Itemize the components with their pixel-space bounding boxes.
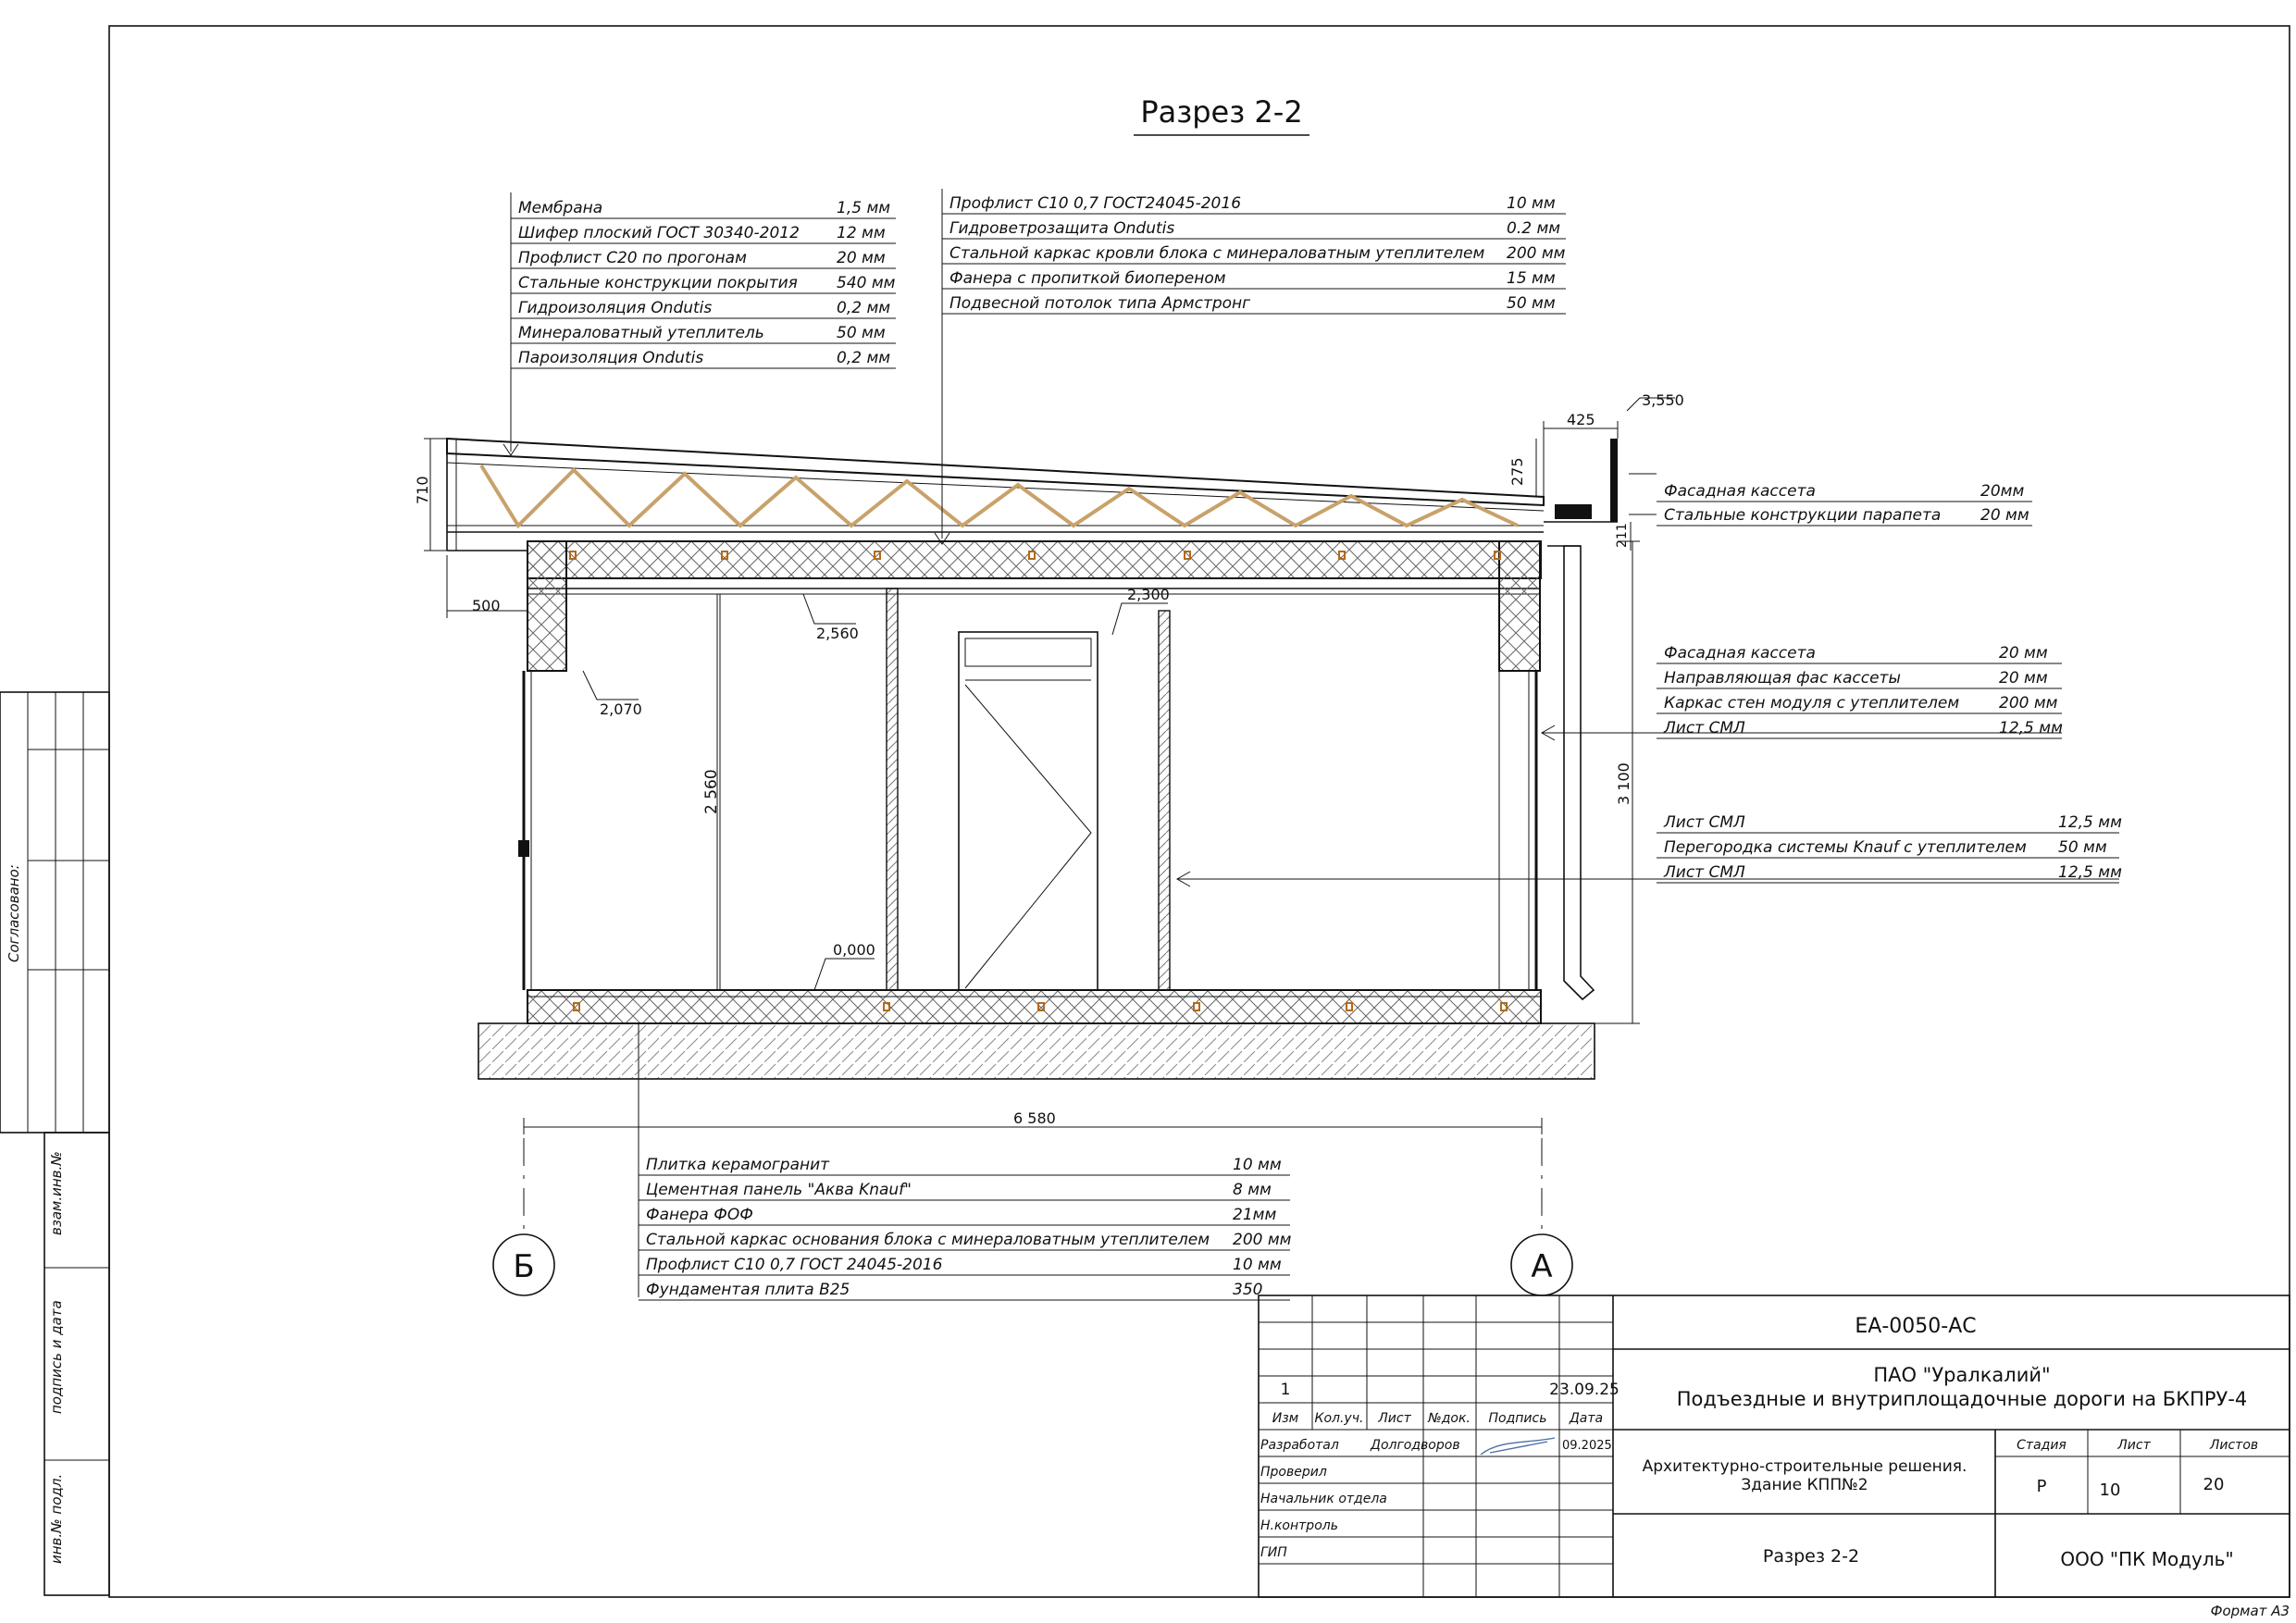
layer-name: Стальной каркас кровли блока с минераловатным утеплителем	[949, 244, 1485, 263]
table-partition	[1657, 813, 2122, 883]
layer-name: Фундаментая плита В25	[646, 1281, 850, 1299]
layer-name: Фанера ФОФ	[646, 1206, 753, 1224]
tb-rev-num: 1	[1280, 1381, 1291, 1399]
layer-value: 12,5 мм	[2058, 863, 2122, 882]
foundation-slab	[478, 1023, 1595, 1079]
layer-name: Перегородка системы Knauf с утеплителем	[1664, 838, 2027, 857]
level-2300: 2,300	[1127, 586, 1170, 603]
layer-name: Подвесной потолок типа Армстронг	[949, 294, 1251, 313]
layer-value: 12,5 мм	[1999, 719, 2063, 737]
tb-rev-date: 23.09.25	[1549, 1381, 1620, 1399]
dim-425: 425	[1567, 411, 1595, 428]
layer-value: 10 мм	[1233, 1156, 1282, 1174]
parapet	[1610, 439, 1618, 522]
layer-value: 12 мм	[837, 224, 886, 242]
layer-name: Мембрана	[518, 199, 603, 217]
layer-name: Каркас стен модуля с утеплителем	[1664, 694, 1960, 712]
tb-role-head: Начальник отдела	[1260, 1492, 1387, 1506]
layer-name: Фасадная кассета	[1664, 644, 1816, 663]
layer-name: Гидроветрозащита Ondutis	[949, 219, 1175, 238]
layer-value: 20 мм	[1999, 644, 2048, 663]
axis-label-a: А	[1531, 1248, 1553, 1285]
tb-company: ООО "ПК Модуль"	[2060, 1548, 2234, 1570]
tb-code: ЕА-0050-АС	[1855, 1315, 1977, 1338]
right-wall	[1499, 541, 1540, 671]
dim-2560: 2 560	[702, 769, 721, 814]
layer-name: Профлист С20 по прогонам	[518, 249, 747, 267]
layer-name: Направляющая фас кассеты	[1664, 669, 1901, 688]
level-2560: 2,560	[816, 625, 859, 642]
table-floor	[639, 1156, 1292, 1300]
layer-value: 20 мм	[837, 249, 886, 267]
floor-slab	[527, 990, 1541, 1023]
title-block	[1259, 1295, 2290, 1597]
layer-name: Стальные конструкции покрытия	[518, 274, 798, 292]
partition-1	[887, 588, 898, 990]
layer-value: 0,2 мм	[837, 299, 891, 317]
tb-role-check: Проверил	[1260, 1465, 1327, 1480]
left-wall	[527, 541, 566, 671]
leaders	[503, 189, 2119, 1297]
roof-truss	[481, 465, 1518, 526]
table-roof-right	[942, 194, 1566, 314]
tb-section-1: Архитектурно-строительные решения.	[1642, 1457, 1967, 1476]
layer-value: 20 мм	[1980, 506, 2029, 525]
drawing-title: Разрез 2-2	[1140, 94, 1303, 130]
tb-col-izm: Изм	[1272, 1411, 1299, 1426]
dim-710: 710	[414, 476, 431, 504]
tb-dev-name: Долгодворов	[1371, 1438, 1460, 1453]
level-0000: 0,000	[833, 941, 875, 959]
layer-value: 0,2 мм	[837, 349, 891, 367]
layer-name: Лист СМЛ	[1664, 719, 1745, 737]
table-parapet	[1657, 482, 2032, 526]
layer-value: 1,5 мм	[837, 199, 891, 217]
partition-2	[1159, 611, 1170, 990]
dim-500: 500	[472, 597, 501, 614]
layer-name: Профлист С10 0,7 ГОСТ 24045-2016	[646, 1256, 943, 1274]
tb-sheets-label: Листов	[2209, 1438, 2259, 1453]
layer-name: Лист СМЛ	[1664, 813, 1745, 832]
layer-value: 12,5 мм	[2058, 813, 2122, 832]
door	[959, 632, 1098, 990]
dim-211: 211	[1615, 523, 1630, 548]
dim-3100: 3 100	[1615, 762, 1632, 805]
layer-value: 200 мм	[1999, 694, 2058, 712]
tb-col-date: Дата	[1569, 1411, 1604, 1426]
roof-slope	[447, 439, 1544, 505]
sheet-format: Формат А3	[2210, 1603, 2290, 1619]
layer-value: 50 мм	[1507, 294, 1556, 313]
layer-value: 10 мм	[1233, 1256, 1282, 1274]
layer-value: 8 мм	[1233, 1181, 1272, 1199]
layer-value: 200 мм	[1507, 244, 1566, 263]
tb-col-podp: Подпись	[1488, 1411, 1547, 1426]
layer-name: Шифер плоский ГОСТ 30340-2012	[518, 224, 800, 242]
layer-name: Плитка керамогранит	[646, 1156, 830, 1174]
layer-value: 0.2 мм	[1507, 219, 1561, 238]
layer-name: Цементная панель "Аква Knauf"	[646, 1181, 912, 1199]
layer-value: 10 мм	[1507, 194, 1556, 213]
layer-name: Лист СМЛ	[1664, 863, 1745, 882]
tb-section-2: Здание КПП№2	[1741, 1476, 1868, 1494]
tb-sheet-label: Лист	[2117, 1438, 2151, 1453]
tb-stage: Р	[2036, 1477, 2047, 1496]
layer-name: Фасадная кассета	[1664, 482, 1816, 501]
tb-col-ndok: №док.	[1428, 1411, 1471, 1426]
layer-value: 50 мм	[837, 324, 886, 342]
layer-name: Минераловатный утеплитель	[518, 324, 764, 342]
layer-value: 50 мм	[2058, 838, 2107, 857]
layer-value: 200 мм	[1233, 1231, 1292, 1249]
layer-name: Гидроизоляция Ondutis	[518, 299, 713, 317]
stamp-sign-date: подпись и дата	[48, 1300, 65, 1414]
layer-name: Пароизоляция Ondutis	[518, 349, 704, 367]
tb-dev-date: 09.2025	[1562, 1439, 1612, 1453]
tb-role-dev: Разработал	[1260, 1438, 1339, 1453]
layer-value: 20мм	[1980, 482, 2025, 501]
layer-name: Стальные конструкции парапета	[1664, 506, 1942, 525]
stamp-inv-replace: взам.инв.№	[48, 1151, 65, 1235]
level-3550: 3,550	[1642, 391, 1684, 409]
level-2070: 2,070	[600, 700, 642, 718]
table-roof-left	[511, 199, 896, 368]
layer-name: Фанера с пропиткой биопереном	[949, 269, 1226, 288]
layer-value: 21мм	[1233, 1206, 1277, 1224]
layer-name: Стальной каркас основания блока с минераловатным утеплителем	[646, 1231, 1210, 1249]
downpipe	[1564, 546, 1594, 999]
dim-275: 275	[1508, 457, 1526, 486]
dim-6580: 6 580	[1013, 1109, 1056, 1127]
building-section	[447, 439, 1618, 1079]
tb-col-list: Лист	[1378, 1411, 1411, 1426]
layer-name: Профлист С10 0,7 ГОСТ24045-2016	[949, 194, 1242, 213]
layer-value: 350	[1233, 1281, 1263, 1299]
tb-sheet: 10	[2099, 1481, 2121, 1500]
tb-role-gip: ГИП	[1260, 1545, 1287, 1560]
tb-client: ПАО "Уралкалий"	[1873, 1364, 2051, 1386]
tb-sheets: 20	[2203, 1475, 2225, 1494]
tb-col-kol: Кол.уч.	[1314, 1411, 1364, 1426]
stamp-inv-orig: инв.№ подл.	[48, 1473, 65, 1564]
table-wall	[1657, 644, 2063, 738]
tb-dev-signature	[1481, 1438, 1555, 1455]
side-stamp	[0, 692, 109, 1595]
tb-role-nkontr: Н.контроль	[1260, 1518, 1338, 1533]
axis-label-b: Б	[513, 1248, 535, 1285]
stamp-approved: Согласовано:	[6, 864, 22, 962]
layer-value: 15 мм	[1507, 269, 1556, 288]
tb-project: Подъездные и внутриплощадочные дороги на БКПРУ-4	[1676, 1388, 2248, 1410]
tb-drawing-name: Разрез 2-2	[1762, 1546, 1860, 1567]
layer-value: 20 мм	[1999, 669, 2048, 688]
layer-value: 540 мм	[837, 274, 896, 292]
tb-stage-label: Стадия	[2017, 1438, 2066, 1453]
